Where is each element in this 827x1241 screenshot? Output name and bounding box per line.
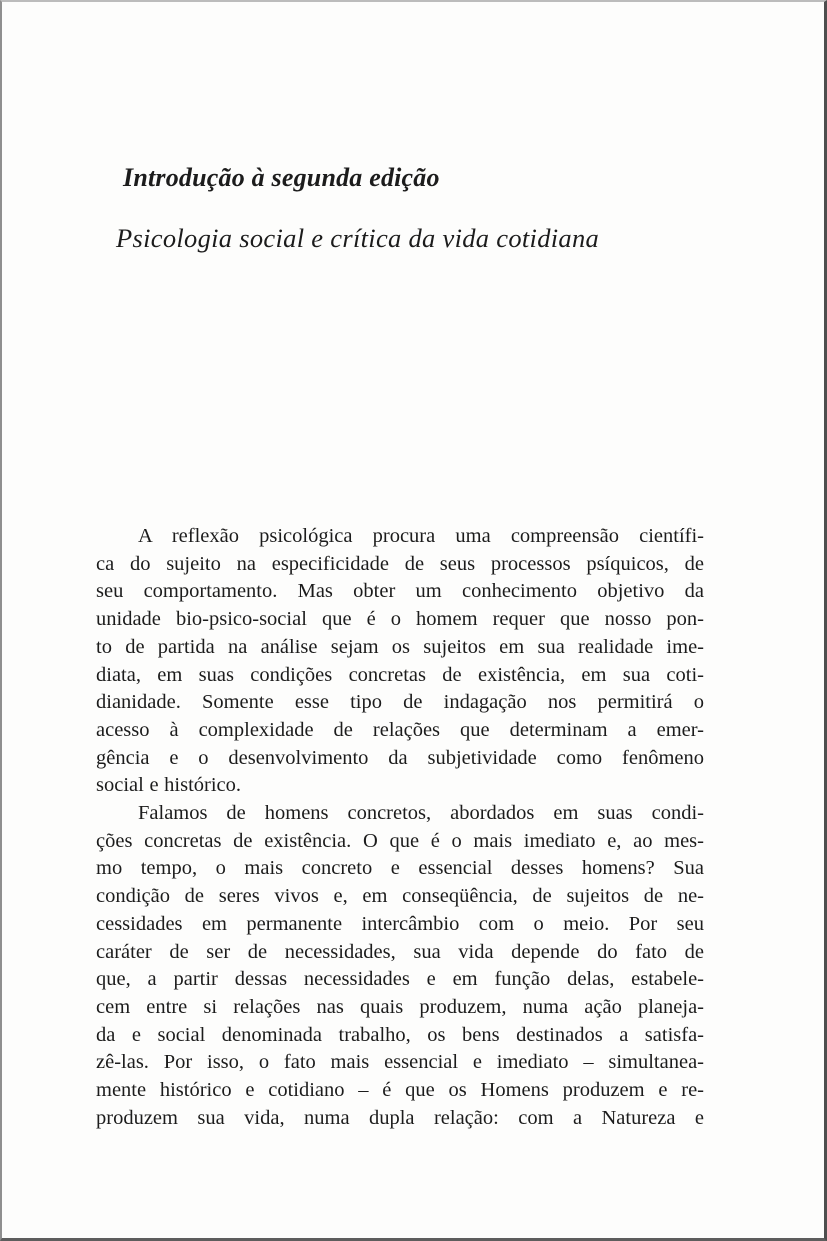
chapter-subtitle: Psicologia social e crítica da vida cotidiana bbox=[116, 223, 600, 253]
text-line: produzem sua vida, numa dupla relação: com a Natureza e bbox=[96, 1106, 704, 1129]
chapter-title: Introdução à segunda edição bbox=[123, 163, 440, 192]
text-line: seu comportamento. Mas obter um conhecimento objetivo da bbox=[96, 580, 704, 603]
text-line: cessidades em permanente intercâmbio com o meio. Por seu bbox=[96, 912, 704, 935]
text-line: A reflexão psicológica procura uma compreensão científi- bbox=[138, 525, 704, 547]
text-line: mente histórico e cotidiano – é que os Homens produzem e re- bbox=[96, 1079, 704, 1102]
text-line: Falamos de homens concretos, abordados em suas condi- bbox=[138, 802, 704, 825]
text-line: to de partida na análise sejam os sujeitos em sua realidade ime- bbox=[96, 635, 704, 658]
text-line: acesso à complexidade de relações que determinam a emer- bbox=[96, 718, 704, 741]
text-line: gência e o desenvolvimento da subjetividade como fenômeno bbox=[96, 746, 704, 769]
text-line: social e histórico. bbox=[96, 774, 242, 797]
paragraph bbox=[96, 800, 704, 1132]
paragraph bbox=[96, 523, 704, 800]
text-line: unidade bio-psico-social que é o homem requer que nosso pon- bbox=[96, 608, 704, 631]
text-line: zê-las. Por isso, o fato mais essencial e imediato – simultanea- bbox=[96, 1051, 704, 1074]
text-line: ções concretas de existência. O que é o mais imediato e, ao mes- bbox=[96, 829, 704, 852]
text-line: cem entre si relações nas quais produzem, numa ação planeja- bbox=[96, 995, 704, 1018]
text-line: diata, em suas condições concretas de existência, em sua coti- bbox=[96, 663, 704, 686]
text-line: da e social denominada trabalho, os bens destinados a satisfa- bbox=[96, 1023, 704, 1046]
body-text bbox=[96, 523, 704, 1132]
text-line: ca do sujeito na especificidade de seus processos psíquicos, de bbox=[96, 552, 704, 575]
text-line: caráter de ser de necessidades, sua vida depende do fato de bbox=[96, 940, 704, 963]
text-line: dianidade. Somente esse tipo de indagação nos permitirá o bbox=[96, 691, 704, 714]
text-line: mo tempo, o mais concreto e essencial desses homens? Sua bbox=[96, 857, 704, 880]
text-line: condição de seres vivos e, em conseqüência, de sujeitos de ne- bbox=[96, 885, 704, 908]
text-line: que, a partir dessas necessidades e em função delas, estabele- bbox=[96, 968, 704, 991]
